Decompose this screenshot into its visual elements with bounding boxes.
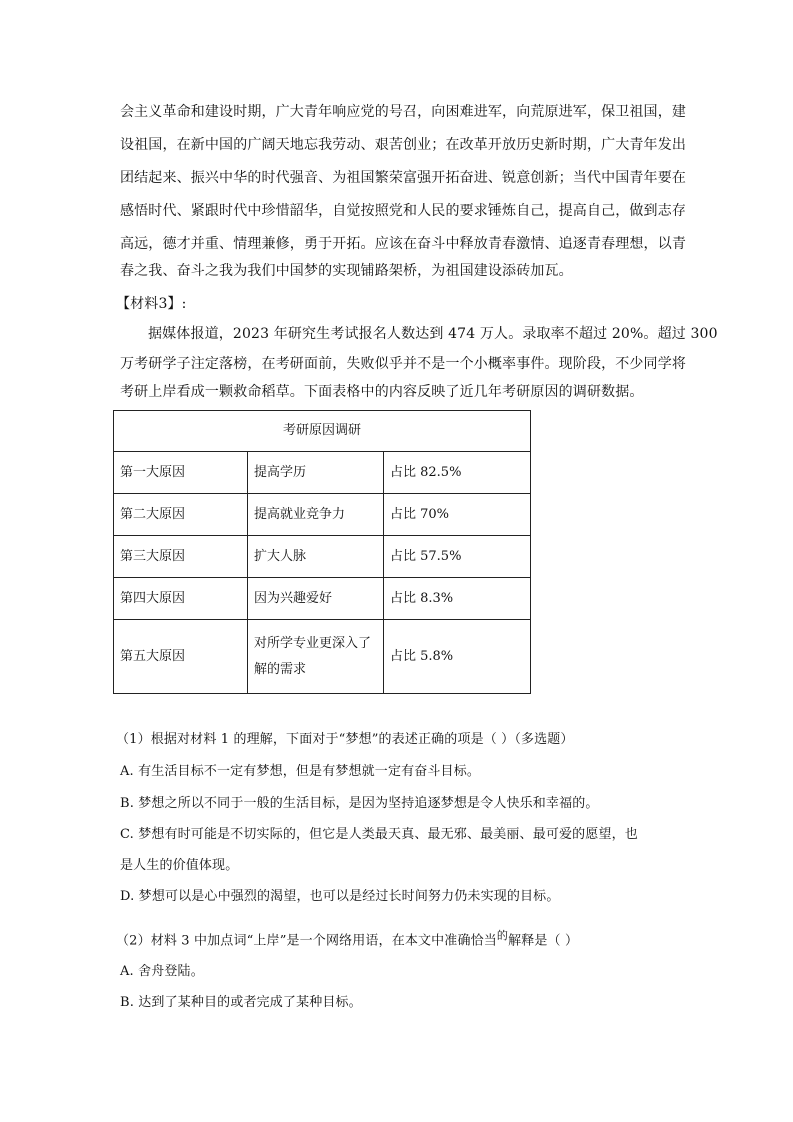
- table-cell: 占比 8.3%: [384, 578, 531, 620]
- question-1-option-a: A. 有生活目标不一定有梦想，但是有梦想就一定有奋斗目标。: [120, 764, 481, 779]
- question-2-stem: [116, 927, 578, 950]
- material3-heading: 【材料3】:: [116, 296, 187, 312]
- table-cell: 占比 5.8%: [384, 620, 531, 694]
- question-1-stem: （1）根据对材料 1 的理解，下面对于“梦想”的表述正确的项是（ ）（多选题）: [116, 732, 574, 747]
- paragraph-line: 万考研学子注定落榜，在考研面前，失败似乎并不是一个小概率事件。现阶段，不少同学将: [120, 356, 686, 372]
- survey-table: [113, 410, 531, 694]
- table-cell: 第二大原因: [114, 494, 248, 536]
- paragraph-line: 会主义革命和建设时期，广大青年响应党的号召，向困难进军，向荒原进军，保卫祖国，建: [120, 104, 686, 120]
- question-1-option-c-cont: 是人生的价值体现。: [120, 858, 239, 873]
- question-2-stem-sup: 的: [496, 929, 509, 942]
- table-row: [114, 536, 531, 578]
- question-2-option-a: A. 舍舟登陆。: [120, 964, 204, 979]
- table-title: 考研原因调研: [114, 411, 531, 452]
- paragraph-line: 据媒体报道，2023 年研究生考试报名人数达到 474 万人。录取率不超过 20%。超过 300: [148, 326, 718, 342]
- table-cell: 占比 82.5%: [384, 452, 531, 494]
- question-2-option-b: B. 达到了某种目的或者完成了某种目标。: [120, 995, 362, 1010]
- table-row: [114, 578, 531, 620]
- table-cell: 第三大原因: [114, 536, 248, 578]
- question-1-option-d: D. 梦想可以是心中强烈的渴望，也可以是经过长时间努力仍未实现的目标。: [120, 889, 560, 904]
- table-row: [114, 452, 531, 494]
- table-cell: 扩大人脉: [248, 536, 384, 578]
- table-cell: 占比 57.5%: [384, 536, 531, 578]
- paragraph-line: 团结起来、振兴中华的时代强音、为祖国繁荣富强开拓奋进、锐意创新；当代中国青年要在: [120, 170, 686, 186]
- question-1-option-b: B. 梦想之所以不同于一般的生活目标，是因为坚持追逐梦想是令人快乐和幸福的。: [120, 796, 599, 811]
- question-2-stem-text: （2）材料 3 中加点词“上岸”是一个网络用语，在本文中准确恰当: [116, 933, 497, 949]
- table-cell: 占比 70%: [384, 494, 531, 536]
- table-cell: 第五大原因: [114, 620, 248, 694]
- table-cell: 提高就业竞争力: [248, 494, 384, 536]
- question-1-option-c: C. 梦想有时可能是不切实际的，但它是人类最天真、最无邪、最美丽、最可爱的愿望，也: [120, 827, 638, 842]
- paragraph-line: 设祖国，在新中国的广阔天地忘我劳动、艰苦创业；在改革开放历史新时期，广大青年发出: [120, 137, 686, 153]
- paragraph-line: 考研上岸看成一颗救命稻草。下面表格中的内容反映了近几年考研原因的调研数据。: [120, 384, 644, 400]
- paragraph-line: 高远，德才并重、情理兼修，勇于开拓。应该在奋斗中释放青春激情、追逐青春理想，以青: [120, 236, 686, 252]
- paragraph-line: 感悟时代、紧跟时代中珍惜韶华，自觉按照党和人民的要求锤炼自己，提高自己，做到志存: [120, 203, 686, 219]
- paragraph-line: 春之我、奋斗之我为我们中国梦的实现铺路架桥，为祖国建设添砖加瓦。: [120, 263, 573, 279]
- table-cell: 第一大原因: [114, 452, 248, 494]
- table-cell: 提高学历: [248, 452, 384, 494]
- table-row: [114, 494, 531, 536]
- table-cell: 第四大原因: [114, 578, 248, 620]
- table-cell: 对所学专业更深入了解的需求: [248, 620, 384, 694]
- question-2-stem-text-end: 解释是（ ）: [508, 933, 579, 949]
- table-row: [114, 620, 531, 694]
- table-cell: 因为兴趣爱好: [248, 578, 384, 620]
